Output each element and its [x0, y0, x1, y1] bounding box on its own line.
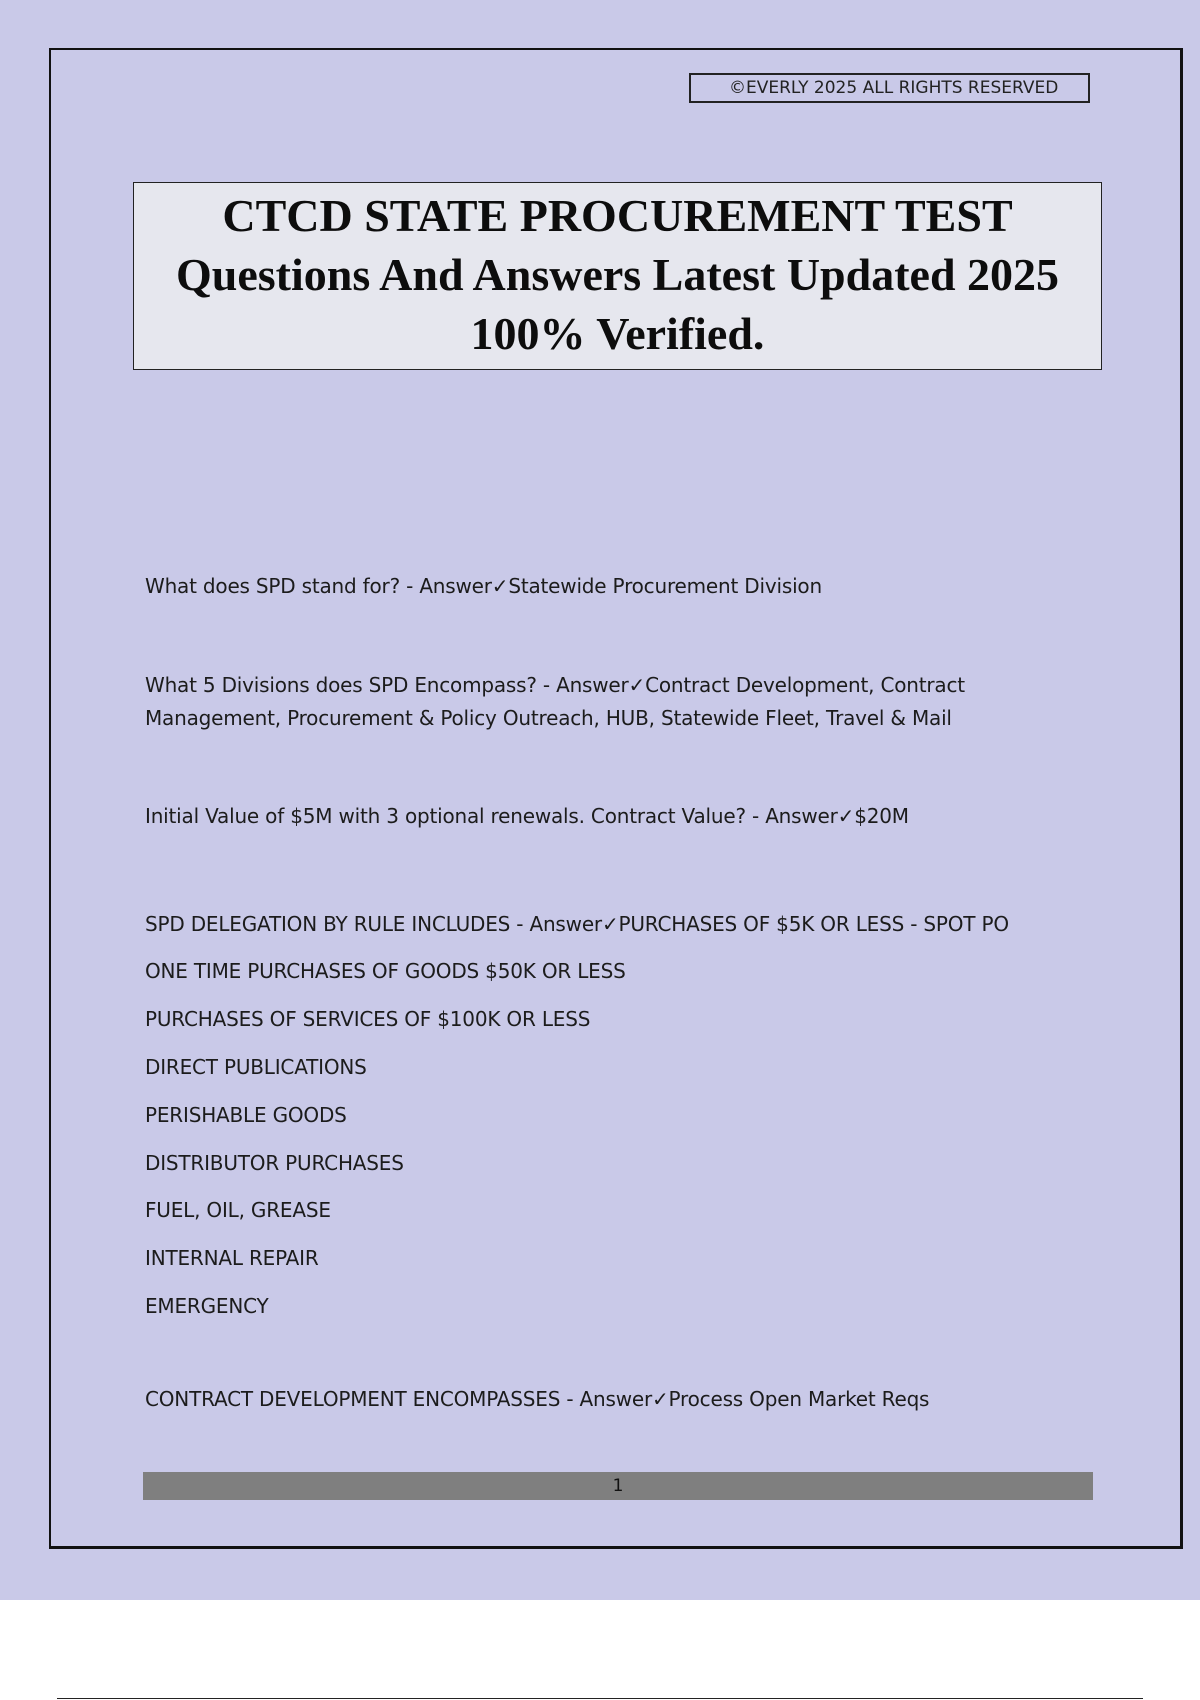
qa-line: INTERNAL REPAIR — [145, 1246, 319, 1270]
page-footer-bar — [143, 1472, 1093, 1500]
qa-item-spd-divisions — [145, 669, 965, 735]
qa-line: Management, Procurement & Policy Outreach, HUB, Statewide Fleet, Travel & Mail — [145, 706, 952, 730]
title-line-2: Questions And Answers Latest Updated 2025 — [175, 249, 1060, 300]
qa-line: What 5 Divisions does SPD Encompass? - Answer✓Contract Development, Contract — [145, 673, 965, 697]
qa-line: EMERGENCY — [145, 1294, 269, 1318]
qa-line: DIRECT PUBLICATIONS — [145, 1055, 367, 1079]
page-number: 1 — [612, 1476, 624, 1496]
document-title-box — [133, 182, 1102, 370]
qa-line: ONE TIME PURCHASES OF GOODS $50K OR LESS — [145, 959, 626, 983]
divider — [57, 1698, 1143, 1699]
qa-line: FUEL, OIL, GREASE — [145, 1198, 331, 1222]
qa-line: Initial Value of $5M with 3 optional renewals. Contract Value? - Answer✓$20M — [145, 804, 909, 828]
qa-item-contract-development — [145, 1383, 929, 1416]
qa-line: DISTRIBUTOR PURCHASES — [145, 1151, 404, 1175]
title-line-3: 100% Verified. — [470, 308, 765, 359]
qa-item-delegation-by-rule — [145, 901, 1009, 1330]
copyright-notice: ©EVERLY 2025 ALL RIGHTS RESERVED — [689, 73, 1090, 103]
title-line-1: CTCD STATE PROCUREMENT TEST — [222, 190, 1013, 241]
qa-line: What does SPD stand for? - Answer✓Statewide Procurement Division — [145, 574, 822, 598]
qa-item-contract-value — [145, 800, 909, 833]
qa-line: PURCHASES OF SERVICES OF $100K OR LESS — [145, 1007, 591, 1031]
qa-line: CONTRACT DEVELOPMENT ENCOMPASSES - Answer✓Process Open Market Reqs — [145, 1387, 930, 1411]
qa-item-spd-meaning — [145, 570, 822, 603]
qa-line: PERISHABLE GOODS — [145, 1103, 347, 1127]
qa-line: SPD DELEGATION BY RULE INCLUDES - Answer✓PURCHASES OF $5K OR LESS - SPOT PO — [145, 912, 1009, 936]
